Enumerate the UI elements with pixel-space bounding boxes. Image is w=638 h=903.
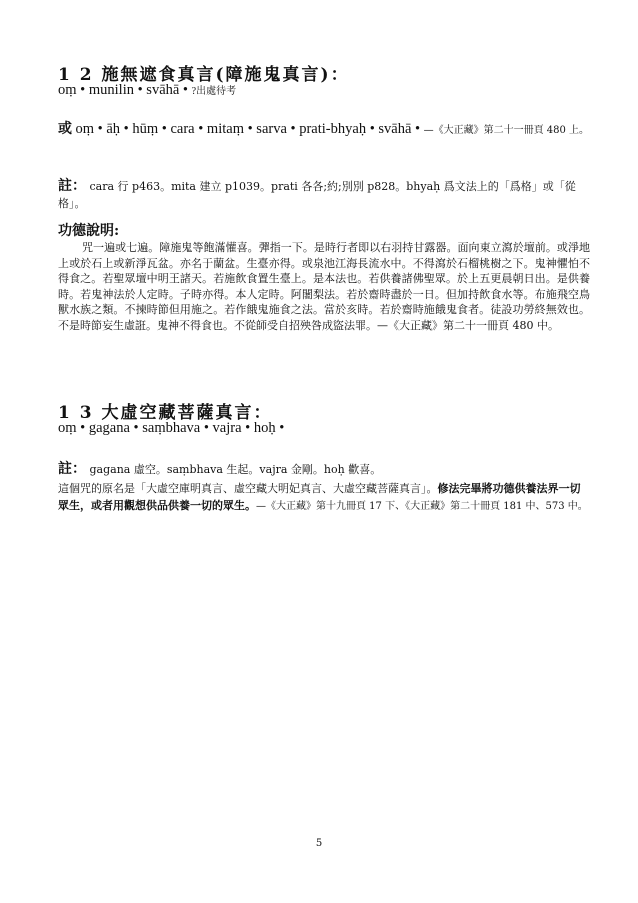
merit-label: 功德說明 — [58, 223, 114, 239]
alt-label: 或 — [58, 121, 72, 137]
desc-text: 這個咒的原名是「大虛空庫明真言、虛空藏大明妃真言、大虛空藏菩薩真言」。 — [58, 482, 438, 495]
note-label-13: 註： — [58, 461, 86, 477]
merit-text: 咒一遍或七遍。障施鬼等飽滿懽喜。彈指一下。是時行者即以右羽持甘露器。面向東立瀉於壇前。或淨地上或於石上或新淨瓦盆。亦名于蘭盆。生臺亦得。或泉池江海長流水中。不得瀉於石榴桃樹之下。鬼神懼怕不得食之。若聖眾壇中明王諸天。若施飲食置生臺上。是本法也。若供養諸佛聖眾。於上五更晨朝日出。是供養時。若鬼神法於人定時。子時亦得。本人定時。阿闍梨法。若於齋時盡於一日。但加持飲食水等。布施飛空鳥獸水族之類。不揀時節但用施之。若作餓鬼施食之法。當於亥時。若於齋時施餓鬼食者。徒設功勞終無效也。不是時節妄生虛誑。鬼神不得食也。不從師受自招殃咎成盜法罪。—《大正藏》第二十一冊頁 480 中。 — [58, 241, 590, 332]
section-13-description — [58, 480, 590, 515]
section-13-title: 1 3 大虛空藏菩薩真言： — [58, 403, 273, 423]
desc-source: —《大正藏》第十九冊頁 17 下、《大正藏》第二十冊頁 181 中、573 中。 — [256, 501, 588, 512]
note-text-13: gagana 虛空。saṃbhava 生起。vajra 金剛。hoḥ 歡喜。 — [89, 463, 382, 476]
section-12-alt-mantra — [58, 121, 590, 139]
section-12-note — [58, 178, 590, 212]
note-text: cara 行 p463。mita 建立 p1039。prati 各各;約;別別 p828。bhyaḥ 爲文法上的「爲格」或「從格」。 — [58, 180, 576, 210]
merit-heading — [58, 220, 590, 240]
merit-colon: : — [114, 223, 120, 239]
section-12-mantra: oṃ • munilin • svāhā • — [58, 82, 189, 98]
desc-bold: 修法完畢將功德供養法界一切眾生，或者用觀想供品供養一切的眾生。 — [58, 482, 581, 512]
note-label: 註： — [58, 178, 86, 194]
alt-source: —《大正藏》第二十一冊頁 480 上。 — [423, 125, 590, 136]
section-13-note — [58, 461, 590, 478]
section-12-title: 1 2 施無遮食真言(障施鬼真言)： — [58, 65, 350, 85]
section-12-mantra-note: ?出處待考 — [191, 86, 237, 97]
page-number: 5 — [315, 838, 323, 849]
section-12-mantra-line — [58, 82, 590, 99]
section-13-mantra: oṃ • gagana • saṃbhava • vajra • hoḥ • — [58, 420, 285, 436]
alt-mantra: oṃ • āḥ • hūṃ • cara • mitaṃ • sarva • prati-bhyaḥ • svāhā • — [75, 121, 421, 137]
